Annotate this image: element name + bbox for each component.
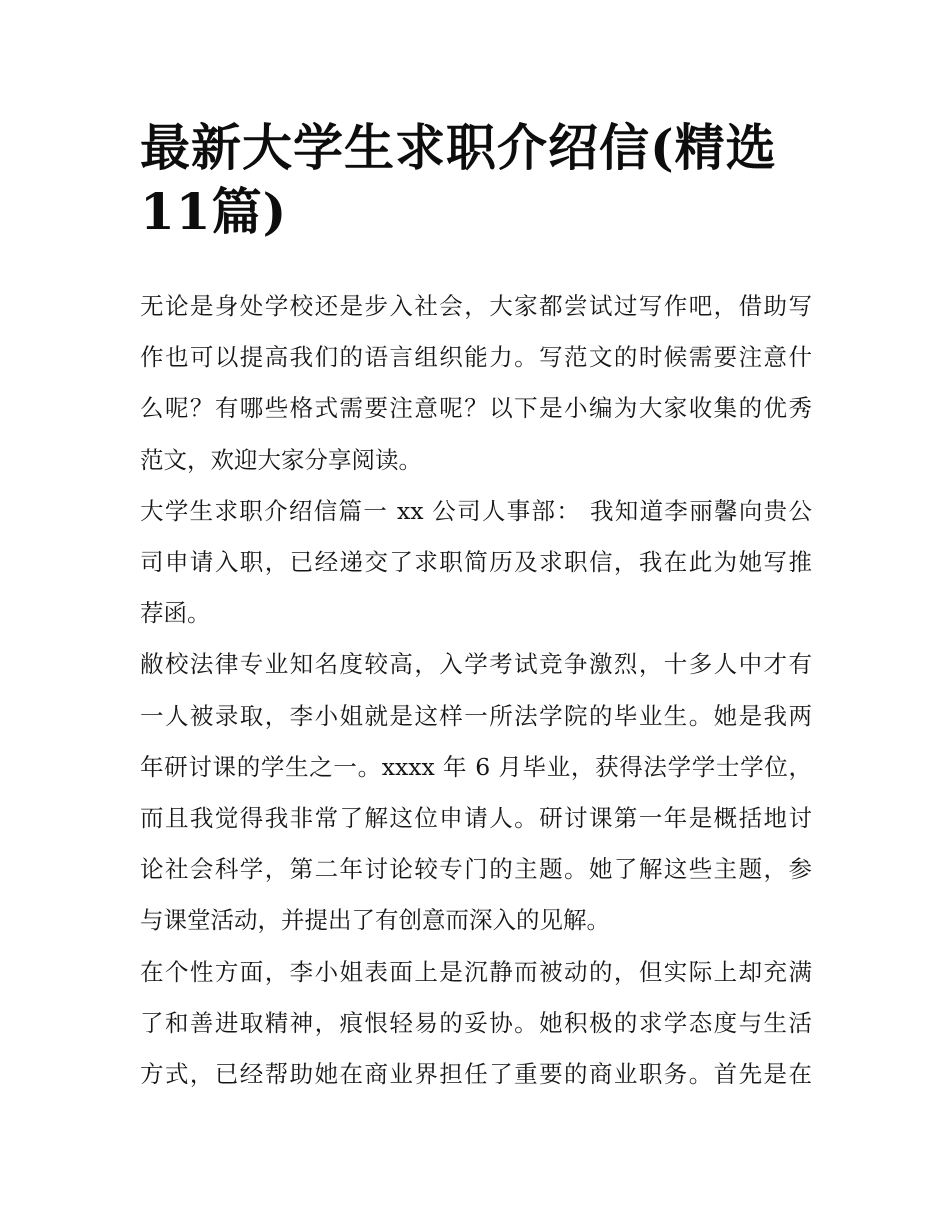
document-page [140, 0, 812, 1100]
text-line: 在个性方面，李小姐表面上是沉静而被动的，但实际上却充满 [140, 957, 812, 986]
text-line: 么呢？有哪些格式需要注意呢？以下是小编为大家收集的优秀 [140, 394, 812, 423]
text-line: 一人被录取，李小姐就是这样一所法学院的毕业生。她是我两 [140, 701, 812, 730]
paragraph-personality [140, 947, 812, 1101]
text-line: 了和善进取精神，痕恨轻易的妥协。她积极的求学态度与生活 [140, 1008, 812, 1037]
paragraph-intro [140, 281, 812, 486]
text-line: 无论是身处学校还是步入社会，大家都尝试过写作吧，借助写 [140, 292, 812, 320]
title-line: 最新大学生求职介绍信(精选 [140, 118, 777, 177]
text-line: 与课堂活动，并提出了有创意而深入的见解。 [140, 906, 610, 935]
document-title [140, 0, 812, 244]
text-line: 作也可以提高我们的语言组织能力。写范文的时候需要注意什 [140, 343, 812, 372]
text-line: 论社会科学，第二年讨论较专门的主题。她了解这些主题，参 [140, 855, 812, 884]
text-line: 年研讨课的学生之一。xxxx 年 6 月毕业，获得法学学士学位， [140, 752, 812, 781]
document-body [140, 281, 812, 1100]
text-line: 而且我觉得我非常了解这位申请人。研讨课第一年是概括地讨 [140, 804, 812, 833]
text-line: 敝校法律专业知名度较高，入学考试竞争激烈，十多人中才有 [140, 650, 812, 679]
text-line: 荐函。 [140, 599, 211, 628]
text-line: 大学生求职介绍信篇一 xx 公司人事部： 我知道李丽馨向贵公 [140, 496, 812, 525]
paragraph-letter-opening [140, 486, 812, 640]
text-line: 范文，欢迎大家分享阅读。 [140, 445, 422, 474]
title-line: 11篇) [140, 182, 288, 241]
text-line: 司申请入职，已经递交了求职简历及求职信，我在此为她写推 [140, 548, 812, 577]
text-line: 方式，已经帮助她在商业界担任了重要的商业职务。首先是在 [140, 1060, 812, 1089]
paragraph-education [140, 639, 812, 946]
